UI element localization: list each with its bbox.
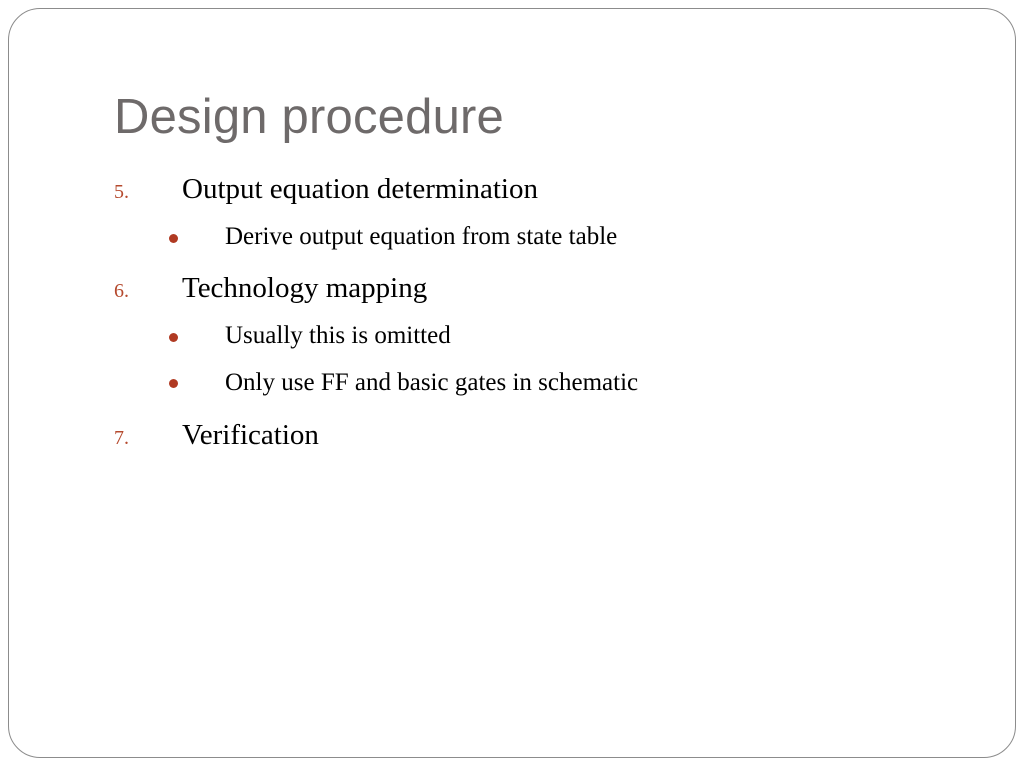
item-text: Output equation determination	[182, 173, 538, 205]
bullet-icon	[169, 234, 178, 243]
slide-title: Design procedure	[114, 90, 504, 144]
slide-frame	[8, 8, 1016, 758]
sub-item-text: Derive output equation from state table	[225, 223, 618, 250]
sub-item-text: Only use FF and basic gates in schematic	[225, 369, 639, 396]
sub-item-text: Usually this is omitted	[225, 322, 451, 349]
bullet-icon	[169, 379, 178, 388]
item-text: Technology mapping	[182, 272, 428, 304]
item-number: 6.	[114, 280, 129, 302]
item-text: Verification	[182, 419, 319, 451]
item-number: 7.	[114, 427, 129, 449]
item-number: 5.	[114, 181, 129, 203]
bullet-icon	[169, 333, 178, 342]
